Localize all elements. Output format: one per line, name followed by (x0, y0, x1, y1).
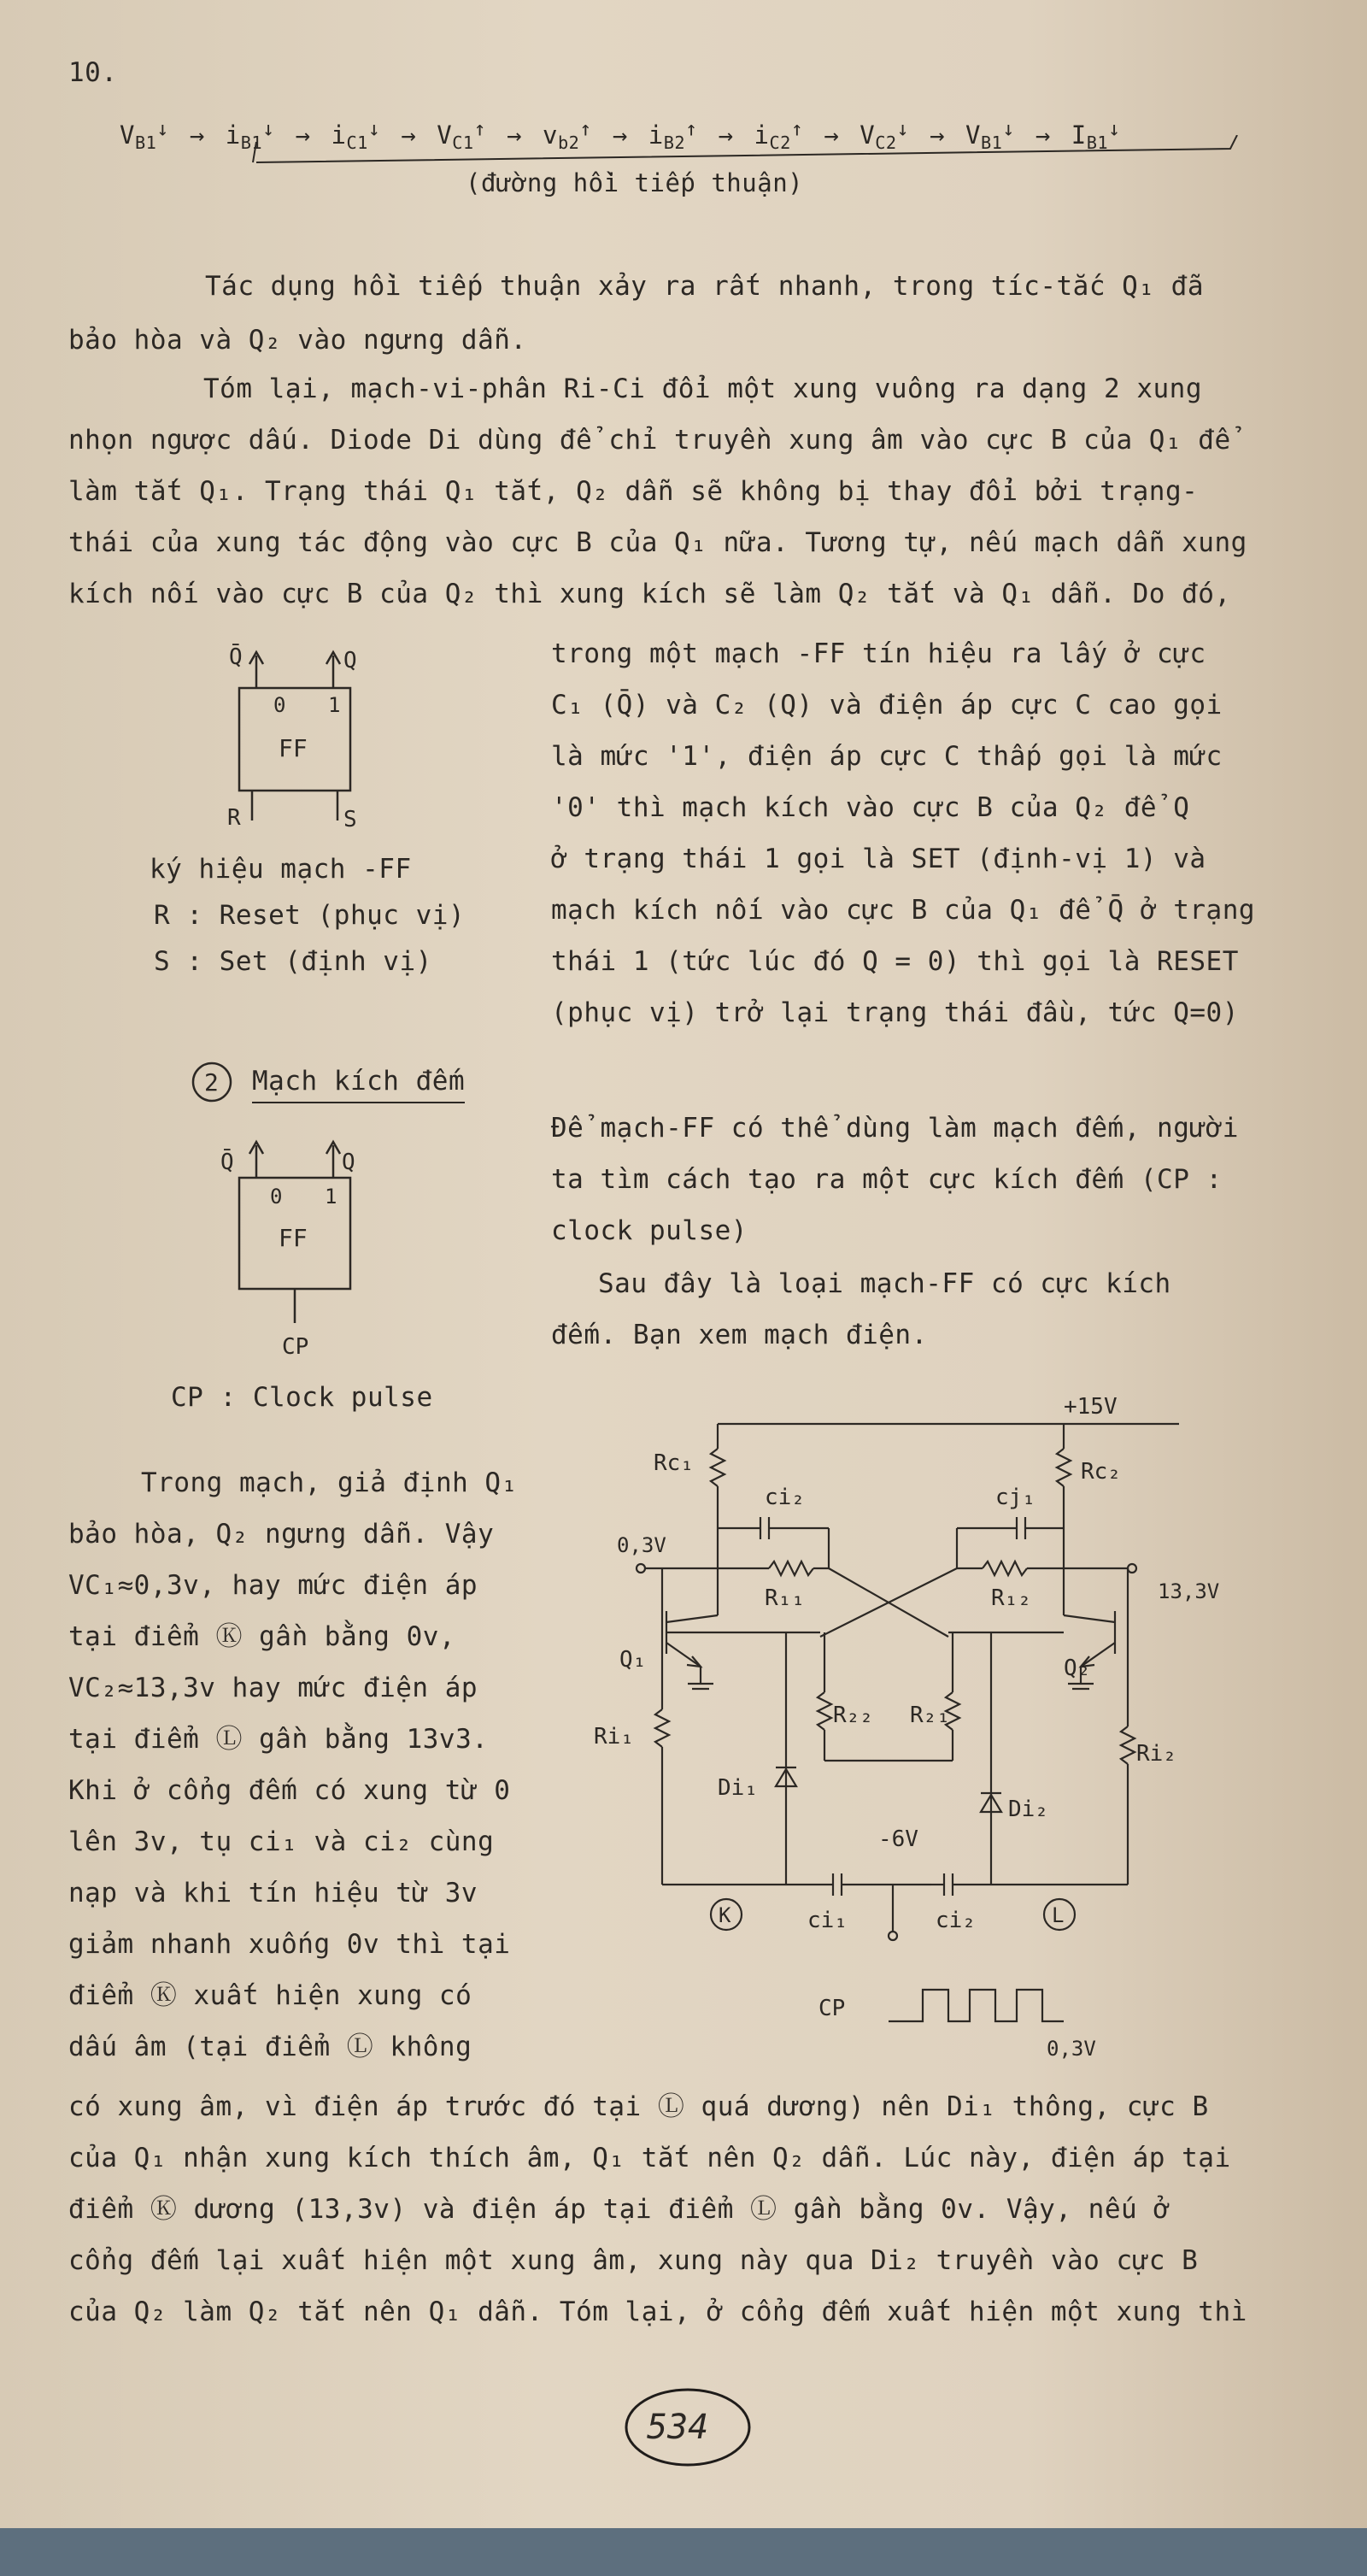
paragraph-3-line: là mức '1', điện áp cực C thấp gọi là mức (551, 741, 1223, 772)
input-voltage-label: 0,3V (617, 1533, 666, 1557)
paragraph-2-line: thái của xung tác động vào cực B của Q₁ nữa. Tương tự, nếu mạch dẫn xung (68, 527, 1247, 558)
chain-term-direction: ↓ (262, 118, 275, 141)
chain-term-subscript: C2 (875, 132, 897, 154)
section-number: 2 (204, 1068, 219, 1097)
one-label: 1 (328, 693, 341, 717)
chain-term-subscript: B1 (240, 132, 263, 154)
paragraph-6-line: Trong mạch, giả định Q₁ (141, 1467, 518, 1498)
chain-arrow: → (596, 121, 643, 150)
ff-label: FF (279, 1224, 308, 1252)
chain-arrow: → (279, 121, 326, 150)
q2-label: Q₂ (1064, 1656, 1091, 1681)
paragraph-4-line: clock pulse) (551, 1215, 748, 1246)
chain-term-subscript: B1 (980, 132, 1003, 154)
ff-label: FF (279, 734, 308, 762)
section-number-circle (190, 1060, 234, 1104)
paragraph-6-line: VC₁≈0,3v, hay mức điện áp (68, 1570, 478, 1601)
chain-term-symbol: i (331, 121, 347, 150)
paragraph-2-line: kích nối vào cực B của Q₂ thì xung kích sẽ làm Q₂ tắt và Q₁ dẫn. Do đó, (68, 579, 1231, 609)
r-label: R (227, 805, 241, 831)
node-k-label: K (719, 1903, 731, 1927)
page-number-oval (615, 2380, 760, 2474)
page-number: 534 (647, 2408, 709, 2447)
chain-term-direction: ↓ (367, 118, 381, 141)
chain-term-symbol: I (1071, 121, 1087, 150)
chain-term-subscript: B2 (663, 132, 686, 154)
ri2-label: Ri₂ (1136, 1741, 1176, 1767)
paragraph-3-line: thái 1 (tức lúc đó Q = 0) thì gọi là RESET (551, 946, 1239, 977)
r12-label: R₁₂ (991, 1585, 1031, 1611)
paragraph-7-line: có xung âm, vì điện áp trước đó tại Ⓛ quá dương) nên Di₁ thông, cực B (68, 2091, 1209, 2122)
zero-label: 0 (273, 693, 286, 717)
cp-label: CP (282, 1334, 309, 1360)
ff-legend-set: S : Set (định vị) (154, 946, 432, 977)
r22-label: R₂₂ (833, 1703, 873, 1728)
ff-legend-reset: R : Reset (phục vị) (154, 900, 466, 931)
ff-symbol-reset-set (214, 637, 376, 833)
paragraph-3-line: ở trạng thái 1 gọi là SET (định-vị 1) và (551, 844, 1206, 874)
di1-label: Di₁ (718, 1775, 758, 1801)
q-label: Q (343, 648, 357, 673)
chain-term-symbol: V (965, 121, 981, 150)
paragraph-3-line: (phục vị) trở lại trạng thái đầu, tức Q=0) (551, 997, 1239, 1028)
paragraph-6-line: tại điểm Ⓚ gần bằng 0v, (68, 1621, 456, 1652)
chain-term-subscript: B1 (134, 132, 157, 154)
q-bar-label: Q̄ (220, 1150, 234, 1175)
feedback-caption: (đường hồi tiếp thuận) (466, 168, 804, 197)
paragraph-3-line: mạch kích nối vào cực B của Q₁ để Q̄ ở trạng (551, 895, 1256, 926)
paragraph-6-line: nạp và khi tín hiệu từ 3v (68, 1878, 478, 1908)
chain-term-direction: ↑ (579, 118, 592, 141)
paragraph-7-line: của Q₂ làm Q₂ tắt nên Q₁ dẫn. Tóm lại, ở cổng đếm xuất hiện một xung thì (68, 2297, 1247, 2327)
paragraph-4-line: Để mạch-FF có thể dùng làm mạch đếm, người (551, 1113, 1239, 1144)
paragraph-1-line-1: Tác dụng hồi tiếp thuận xảy ra rất nhanh, trong tíc-tắc Q₁ đã (205, 271, 1204, 302)
chain-term (120, 118, 169, 154)
paragraph-2-line: nhọn ngược dấu. Diode Di dùng để chỉ truyền xung âm vào cực B của Q₁ để (68, 425, 1231, 456)
output-voltage-label: 13,3V (1158, 1579, 1220, 1603)
ri1-label: Ri₁ (594, 1724, 634, 1750)
paragraph-1-line-2: bảo hòa và Q₂ vào ngưng dẫn. (68, 325, 527, 356)
chain-arrow: → (385, 121, 432, 150)
paragraph-6-line: bảo hòa, Q₂ ngưng dẫn. Vậy (68, 1519, 495, 1550)
chain-term-symbol: V (120, 121, 135, 150)
paragraph-7-line: cổng đếm lại xuất hiện một xung âm, xung này qua Di₂ truyền vào cực B (68, 2245, 1199, 2276)
paragraph-6-line: điểm Ⓚ xuất hiện xung có (68, 1980, 472, 2011)
cp-input-label: CP (818, 1996, 846, 2021)
paragraph-5-line: Sau đây là loại mạch-FF có cực kích (598, 1268, 1171, 1299)
paragraph-3-line: trong một mạch -FF tín hiệu ra lấy ở cực (551, 638, 1206, 669)
paragraph-6-line: lên 3v, tụ ci₁ và ci₂ cùng (68, 1826, 495, 1857)
paragraph-6-line: tại điểm Ⓛ gần bằng 13v3. (68, 1724, 489, 1755)
chain-arrow: → (914, 121, 960, 150)
chain-arrow: → (173, 121, 220, 150)
paragraph-6-line: Khi ở cổng đếm có xung từ 0 (68, 1775, 511, 1806)
chain-term-symbol: V (860, 121, 876, 150)
node-l-label: L (1052, 1903, 1065, 1927)
paragraph-6-line: dấu âm (tại điểm Ⓛ không (68, 2032, 472, 2062)
q-bar-label: Q̄ (229, 644, 243, 670)
chain-term-symbol: i (754, 121, 770, 150)
rc1-label: Rc₁ (654, 1450, 694, 1476)
chain-term-symbol: i (648, 121, 664, 150)
chain-term-direction: ↓ (1002, 118, 1015, 141)
chain-term-subscript: B1 (1086, 132, 1109, 154)
ci1-label: ci₁ (807, 1908, 848, 1933)
paragraph-2-line: làm tắt Q₁. Trạng thái Q₁ tắt, Q₂ dẫn sẽ không bị thay đổi bởi trạng- (68, 476, 1199, 507)
paragraph-7-line: của Q₁ nhận xung kích thích âm, Q₁ tắt nên Q₂ dẫn. Lúc này, điện áp tại (68, 2143, 1231, 2173)
chain-term-subscript: C1 (452, 132, 474, 154)
paragraph-2-line: Tóm lại, mạch-vi-phân Ri-Ci đổi một xung vuông ra dạng 2 xung (203, 373, 1202, 404)
ff-legend-title: ký hiệu mạch -FF (150, 854, 412, 885)
chain-arrow: → (702, 121, 749, 150)
cp-caption: CP : Clock pulse (171, 1382, 433, 1413)
chain-arrow: → (491, 121, 537, 150)
r21-label: R₂₁ (910, 1703, 950, 1728)
chain-term-direction: ↑ (790, 118, 804, 141)
chain-term-direction: ↓ (896, 118, 910, 141)
chain-term-symbol: V (437, 121, 453, 150)
cj1-top-label: cj₁ (995, 1485, 1036, 1510)
chain-arrow: → (1019, 121, 1066, 150)
s-label: S (343, 807, 357, 832)
paragraph-7-line: điểm Ⓚ dương (13,3v) và điện áp tại điểm Ⓛ gần bằng 0v. Vậy, nếu ở (68, 2194, 1170, 2225)
vcc-label: +15V (1064, 1394, 1118, 1420)
chain-term-subscript: b2 (557, 132, 580, 154)
neg-supply-label: -6V (878, 1826, 918, 1852)
r11-label: R₁₁ (765, 1585, 805, 1611)
q1-label: Q₁ (619, 1647, 647, 1673)
ci2-label: ci₂ (936, 1908, 976, 1933)
paragraph-4-line: ta tìm cách tạo ra một cực kích đếm (CP : (551, 1164, 1223, 1195)
ci2-top-label: ci₂ (765, 1485, 805, 1510)
paragraph-6-line: giảm nhanh xuống 0v thì tại (68, 1929, 511, 1960)
q-label: Q (342, 1150, 355, 1175)
chain-term-direction: ↑ (473, 118, 487, 141)
chain-arrow: → (808, 121, 855, 150)
one-label: 1 (325, 1185, 337, 1209)
scan-background-strip (0, 2528, 1367, 2576)
section-title: Mạch kích đếm (252, 1068, 465, 1103)
paragraph-3-line: C₁ (Q̄) và C₂ (Q) và điện áp cực C cao gọi (551, 690, 1223, 720)
paragraph-5-line: đếm. Bạn xem mạch điện. (551, 1320, 928, 1350)
chain-term-subscript: C2 (769, 132, 791, 154)
chain-term-subscript: C1 (346, 132, 368, 154)
paragraph-6-line: VC₂≈13,3v hay mức điện áp (68, 1673, 478, 1703)
ff-symbol-clock (214, 1126, 376, 1366)
rc2-label: Rc₂ (1081, 1459, 1121, 1485)
cp-low-voltage-label: 0,3V (1047, 2037, 1096, 2061)
flip-flop-circuit-diagram (547, 1385, 1230, 2068)
chain-term-direction: ↓ (1108, 118, 1121, 141)
chain-term-direction: ↑ (685, 118, 698, 141)
chain-term-symbol: v (543, 121, 558, 150)
page-label: 10. (68, 57, 118, 88)
chain-term-direction: ↓ (156, 118, 169, 141)
zero-label: 0 (270, 1185, 283, 1209)
feedback-bracket (248, 135, 1256, 166)
di2-label: Di₂ (1008, 1797, 1048, 1822)
paragraph-3-line: '0' thì mạch kích vào cực B của Q₂ để Q (551, 792, 1190, 823)
chain-term-symbol: i (225, 121, 241, 150)
